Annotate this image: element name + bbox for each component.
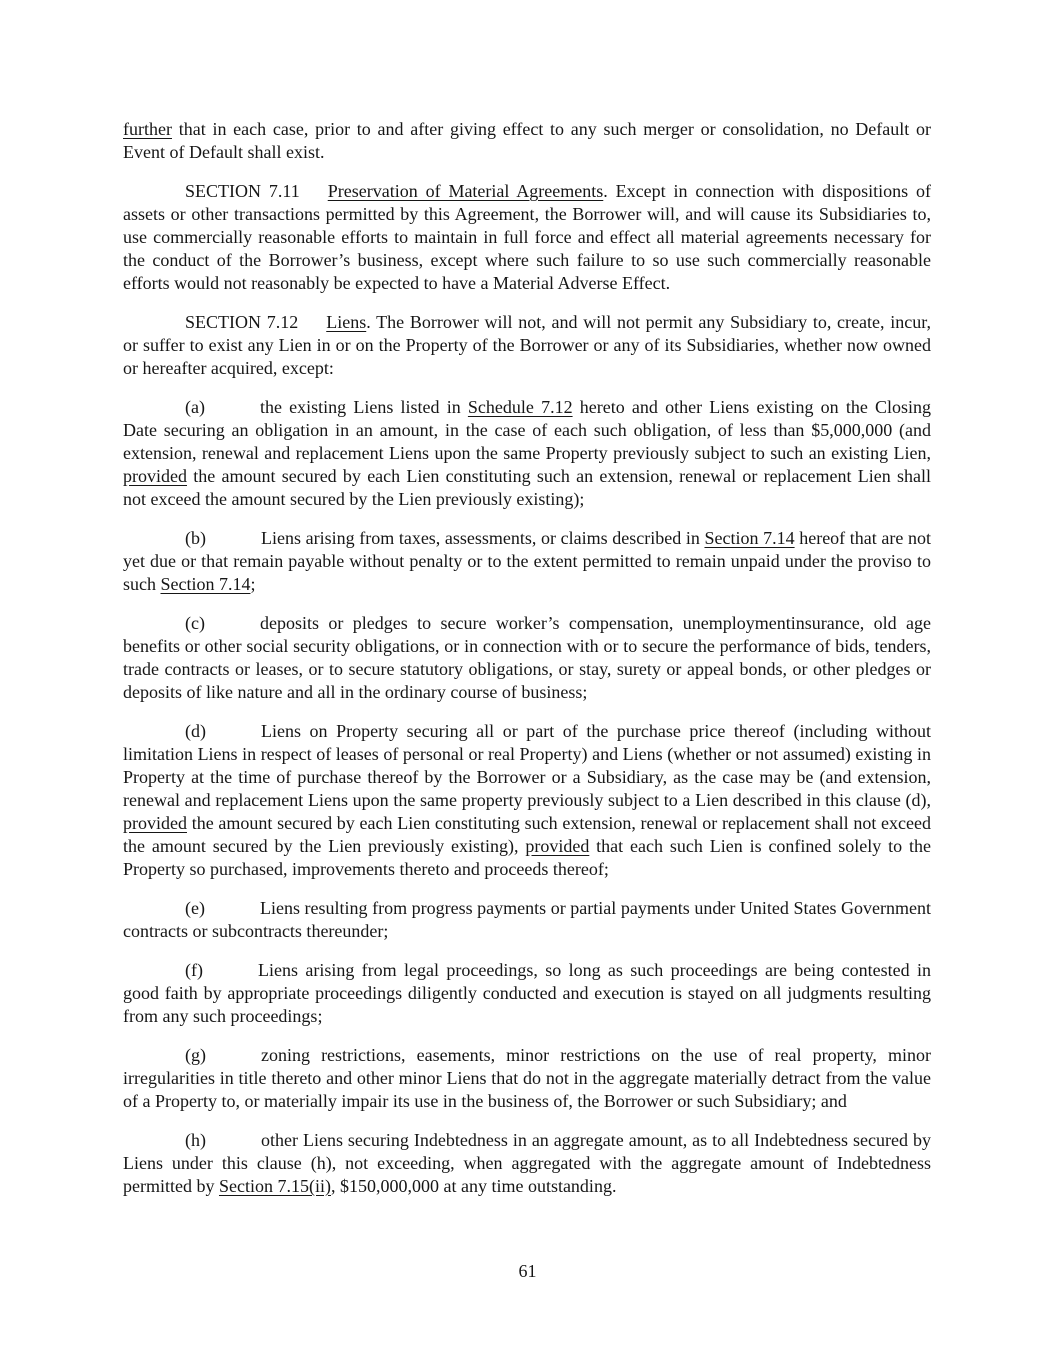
underlined-text: Schedule 7.12 [467,397,573,417]
paragraph-5 [123,527,931,596]
text-run: the amount secured by each Lien constituting such extension, renewal or replacement shall not exceed the amount secured by the Lien previously existing), [123,813,931,856]
underlined-text: Preservation of Material Agreements [327,181,604,201]
paragraph-2 [123,180,931,295]
paragraph-8 [123,897,931,943]
text-run: deposits or pledges to secure worker’s compensation, unemploymentinsurance, old age benefits or other social security obligations, or in connection with or to secure the performance of bids, tenders, trade contracts or leases, or to secure statutory obligations, or stay, surety or appeal bonds, or other pledges or deposits of like nature and all in the ordinary course of business; [123,613,931,702]
text-run: (f) [185,960,203,980]
tab-spacer [298,327,326,328]
text-run: . Except in connection with dispositions of assets or other transactions permitted by this Agreement, the Borrower will, and will cause its Subsidiaries to, use commercially reasonable efforts to maintain in full force and effect all material agreements necessary for the conduct of the Borrower’s business, except where such failure to so use such commercially reasonable efforts would not reasonably be expected to have a Material Adverse Effect. [123,181,931,293]
underlined-text: provided [525,836,590,856]
underlined-text: provided [123,813,187,833]
paragraph-4 [123,396,931,511]
text-run: ; [250,574,256,594]
text-run: (e) [185,898,205,918]
text-run: the amount secured by each Lien constituting such an extension, renewal or replacement Lien shall not exceed the amount secured by the Lien previously existing); [123,466,931,509]
text-run: Liens arising from legal proceedings, so long as such proceedings are being contested in good faith by appropriate proceedings diligently conducted and execution is stayed on all judgments resulting from any such proceedings; [123,960,931,1026]
paragraph-3 [123,311,931,380]
text-run: SECTION 7.11 [185,181,300,201]
text-run: the existing Liens listed in [259,397,468,417]
text-run: other Liens securing Indebtedness in an aggregate amount, as to all Indebtedness secured by Liens under this clause (h), not exceeding, when aggregated with the aggregate amount of Indebtedness permitted by [123,1130,931,1196]
tab-spacer [206,736,261,737]
paragraph-11 [123,1129,931,1198]
text-run: Liens on Property securing all or part of the purchase price thereof (including without limitation Liens in respect of leases of personal or real Property) and Liens (whether or not assumed) existing in Property at the time of purchase thereof by the Borrower or a Subsidiary, as the case may be (and extension, renewal and replacement Liens upon the same property previously subject to a Lien described in this clause (d), [123,721,931,810]
tab-spacer [205,913,260,914]
page-number: 61 [518,1261,537,1281]
text-run: zoning restrictions, easements, minor restrictions on the use of real property, minor irregularities in title thereto and other minor Liens that do not in the aggregate materially detract from the value of a Property to, or materially impair its use in the business of, the Borrower or such Subsidiary; and [123,1045,931,1111]
underlined-text: Liens [326,312,367,332]
paragraph-1 [123,118,931,164]
text-run: (d) [185,721,206,741]
tab-spacer [300,196,328,197]
tab-spacer [206,1145,261,1146]
paragraph-6 [123,612,931,704]
text-run: (b) [185,528,206,548]
tab-spacer [206,543,261,544]
paragraph-10 [123,1044,931,1113]
text-run: hereto and other Liens existing on the Closing Date securing an obligation in an amount, in the case of each such obligation, of less than $5,000,000 (and extension, renewal and replacement Liens upon the same Property previously subject to such an existing Lien, [123,397,932,463]
paragraph-9 [123,959,931,1028]
text-run: . The Borrower will not, and will not permit any Subsidiary to, create, incur, or suffer to exist any Lien in or on the Property of the Borrower or any of its Subsidiaries, whether now owned or hereafter acquired, except: [123,312,932,378]
tab-spacer [203,975,258,976]
text-run: Liens resulting from progress payments or partial payments under United States Government contracts or subcontracts thereunder; [123,898,931,941]
underlined-text: Section 7.14 [160,574,251,594]
text-run: (c) [185,613,205,633]
text-run: that each such Lien is confined solely to the Property so purchased, improvements thereto and proceeds thereof; [123,836,932,879]
underlined-text: Section 7.15(ii) [218,1176,331,1196]
text-run: that in each case, prior to and after giving effect to any such merger or consolidation, no Default or Event of Default shall exist. [123,119,931,162]
underlined-text: further [123,119,172,139]
text-run: , $150,000,000 at any time outstanding. [330,1176,617,1196]
text-run: Liens arising from taxes, assessments, or claims described in [261,528,705,548]
tab-spacer [206,1060,261,1061]
text-run: hereof that are not yet due or that remain payable without penalty or to the extent permitted to remain unpaid under the proviso to such [123,528,931,594]
text-run: (g) [185,1045,206,1065]
paragraph-7 [123,720,931,881]
text-run: (h) [185,1130,206,1150]
tab-spacer [205,412,260,413]
text-run: SECTION 7.12 [185,312,299,332]
underlined-text: Section 7.14 [704,528,795,548]
text-run: (a) [185,397,205,417]
document-body [123,118,931,1214]
underlined-text: provided [123,466,187,486]
tab-spacer [205,628,260,629]
